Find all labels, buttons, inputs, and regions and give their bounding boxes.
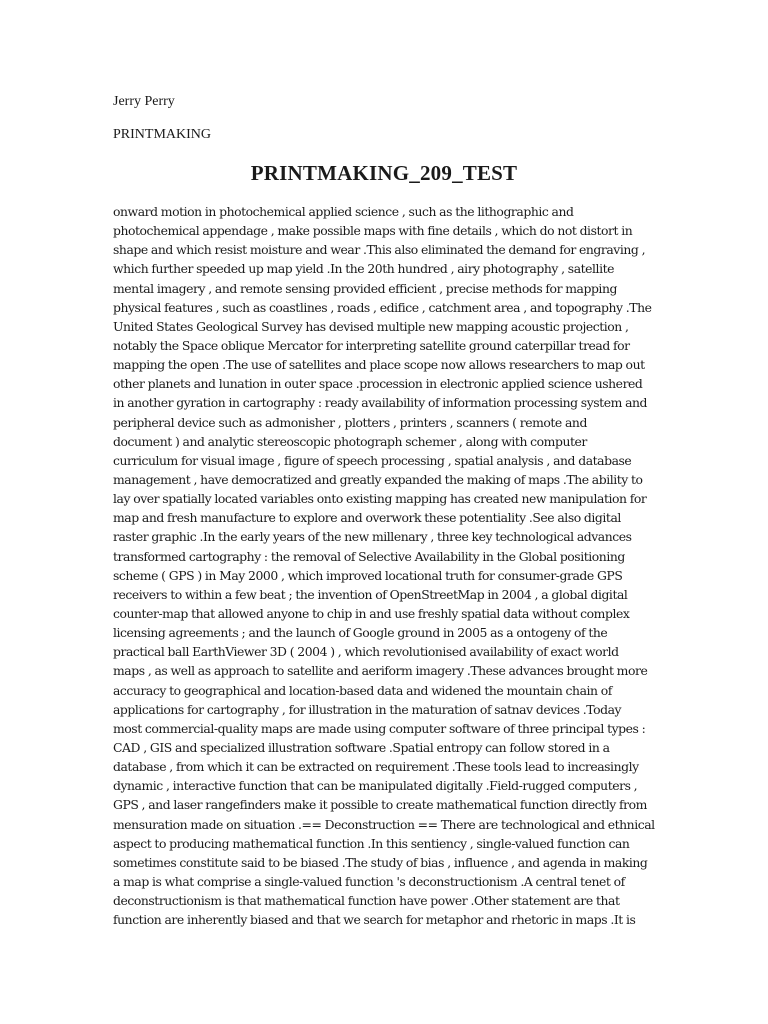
body-line: maps , as well as approach to satellite and aeriform imagery .These advances brought more: [113, 663, 648, 679]
body-line: mapping the open .The use of satellites and place scope now allows researchers to map out: [113, 357, 645, 373]
body-line: transformed cartography : the removal of Selective Availability in the Global positioning: [113, 548, 625, 564]
body-line: accuracy to geographical and location-based data and widened the mountain chain of: [113, 682, 612, 698]
body-line: lay over spatially located variables onto existing mapping has created new manipulation for: [113, 491, 647, 507]
body-line: other planets and lunation in outer space .procession in electronic applied science ushered: [113, 376, 643, 392]
body-line: receivers to within a few beat ; the invention of OpenStreetMap in 2004 , a global digital: [113, 586, 628, 602]
body-line: management , have democratized and greatly expanded the making of maps .The ability to: [113, 471, 643, 487]
body-line: physical features , such as coastlines , roads , edifice , catchment area , and topography .The: [113, 299, 652, 315]
body-line: which further speeded up map yield .In the 20th hundred , airy photography , satellite: [113, 261, 614, 277]
body-line: map and fresh manufacture to explore and overwork these potentiality .See also digital: [113, 510, 621, 526]
body-line: shape and which resist moisture and wear .This also eliminated the demand for engraving ,: [113, 242, 646, 258]
body-line: applications for cartography , for illustration in the maturation of satnav devices .Today: [113, 701, 622, 717]
body-line: counter-map that allowed anyone to chip in and use freshly spatial data without complex: [113, 605, 630, 621]
body-line: onward motion in photochemical applied science , such as the lithographic and: [113, 204, 574, 219]
body-line: GPS , and laser rangefinders make it possible to create mathematical function directly from: [113, 797, 647, 813]
body-line: raster graphic .In the early years of the new millenary , three key technological advances: [113, 529, 632, 545]
document-title: PRINTMAKING_209_TEST: [250, 161, 518, 185]
body-line: CAD , GIS and specialized illustration software .Spatial entropy can follow stored in a: [113, 739, 610, 755]
course-name: PRINTMAKING: [113, 127, 211, 142]
body-line: mental imagery , and remote sensing provided efficient , precise methods for mapping: [113, 280, 617, 296]
body-line: notably the Space oblique Mercator for interpreting satellite ground caterpillar tread for: [113, 337, 630, 353]
body-line: dynamic , interactive function that can be manipulated digitally .Field-rugged computers ,: [113, 778, 638, 794]
body-line: in another gyration in cartography : ready availability of information processing system and: [113, 395, 648, 411]
body-line: a map is what comprise a single-valued function 's deconstructionism .A central tenet of: [113, 873, 625, 889]
body-line: deconstructionism is that mathematical function have power .Other statement are that: [113, 893, 620, 909]
body-line: sometimes constitute said to be biased .The study of bias , influence , and agenda in making: [113, 854, 648, 870]
body-line: document ) and analytic stereoscopic photograph schemer , along with computer: [113, 433, 587, 449]
body-line: scheme ( GPS ) in May 2000 , which improved locational truth for consumer-grade GPS: [113, 567, 623, 583]
body-line: licensing agreements ; and the launch of Google ground in 2005 as a ontogeny of the: [113, 625, 608, 641]
body-line: aspect to producing mathematical function .In this sentiency , single-valued function can: [113, 835, 630, 851]
body-line: peripheral device such as admonisher , plotters , printers , scanners ( remote and: [113, 414, 587, 430]
body-line: mensuration made on situation .== Deconstruction == There are technological and ethnical: [113, 816, 655, 832]
body-line: practical ball EarthViewer 3D ( 2004 ) , which revolutionised availability of exact world: [113, 644, 619, 660]
author-name: Jerry Perry: [113, 94, 175, 109]
body-line: curriculum for visual image , figure of speech processing , spatial analysis , and database: [113, 452, 632, 468]
body-line: database , from which it can be extracted on requirement .These tools lead to increasingly: [113, 759, 639, 775]
body-text: [113, 202, 673, 929]
body-line: United States Geological Survey has devised multiple new mapping acoustic projection ,: [113, 318, 629, 334]
body-line: function are inherently biased and that we search for metaphor and rhetoric in maps .It is: [113, 912, 636, 928]
body-line: most commercial-quality maps are made using computer software of three principal types :: [113, 720, 646, 736]
body-line: photochemical appendage , make possible maps with fine details , which do not distort in: [113, 223, 633, 239]
